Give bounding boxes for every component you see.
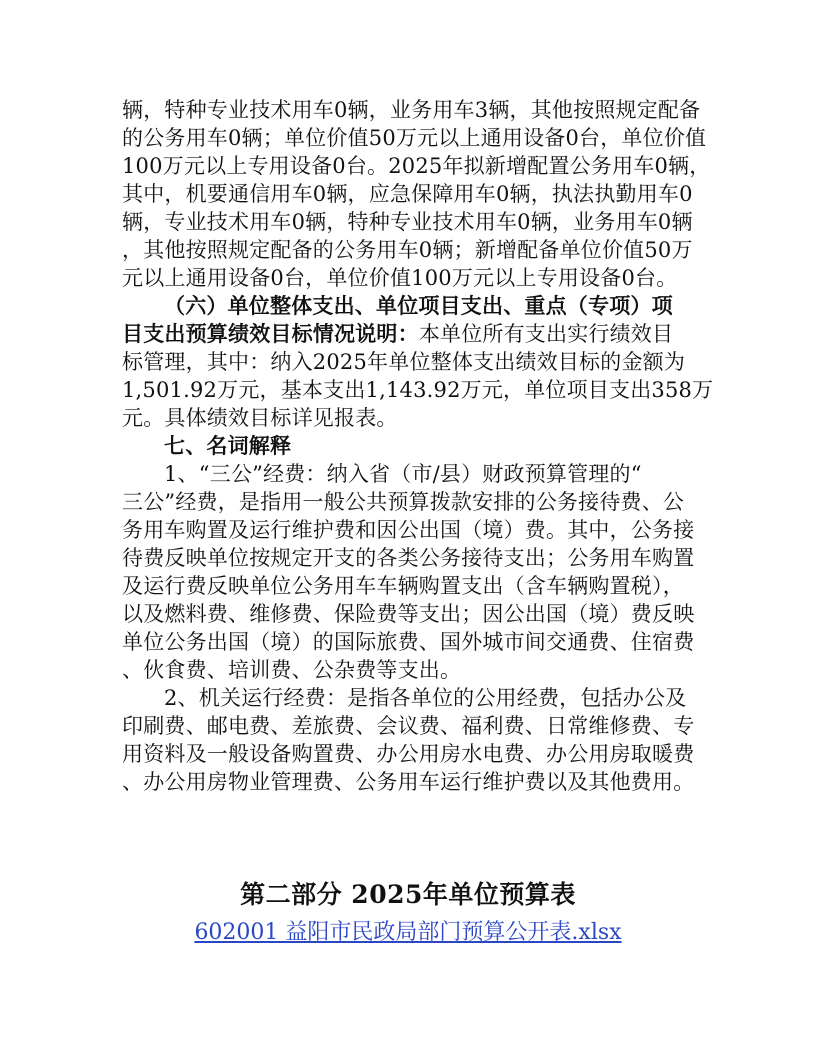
section-6-text: 本单位所有支出实行绩效目 — [418, 322, 674, 346]
budget-table-file-link[interactable]: 602001 益阳市民政局部门预算公开表.xlsx — [194, 920, 622, 945]
term-1-line: 待费反映单位按规定开支的各类公务接待支出；公务用车购置 — [122, 546, 695, 570]
section-6-heading: （六）单位整体支出、单位项目支出、重点（专项）项 — [164, 293, 673, 318]
section-6-line — [122, 320, 702, 348]
term-2-line: 用资料及一般设备购置费、办公用房水电费、办公用房取暖费 — [122, 742, 695, 766]
term-1-line: 务用车购置及运行维护费和因公出国（境）费。其中，公务接 — [122, 518, 695, 542]
paragraph-line: 其中，机要通信用车0辆，应急保障用车0辆，执法执勤用车0 — [122, 182, 693, 206]
paragraph-line: 辆，专业技术用车0辆，特种专业技术用车0辆，业务用车0辆 — [122, 210, 693, 234]
term-1-line: 三公”经费，是指用一般公共预算拨款安排的公务接待费、公 — [122, 490, 685, 514]
term-1-line: 1、“三公”经费：纳入省（市/县）财政预算管理的“ — [164, 462, 642, 486]
part-2-title: 第二部分 2025年单位预算表 — [240, 880, 576, 909]
term-1-line: 单位公务出国（境）的国际旅费、国外城市间交通费、住宿费 — [122, 630, 695, 654]
term-1-line: 及运行费反映单位公务用车车辆购置支出（含车辆购置税）， — [122, 574, 684, 598]
section-7-heading: 七、名词解释 — [164, 433, 292, 458]
term-2-line: 印刷费、邮电费、差旅费、会议费、福利费、日常维修费、专 — [122, 714, 695, 738]
term-1-line: 、伙食费、培训费、公杂费等支出。 — [122, 658, 462, 682]
paragraph-line: 辆，特种专业技术用车0辆，业务用车3辆，其他按照规定配备 — [122, 98, 701, 122]
term-2-line: 2、机关运行经费：是指各单位的公用经费，包括办公及 — [164, 686, 687, 710]
paragraph-line: ，其他按照规定配备的公务用车0辆；新增配备单位价值50万 — [122, 238, 693, 262]
paragraph-line: 元以上通用设备0台，单位价值100万元以上专用设备0台。 — [122, 266, 678, 290]
section-6-line: 元。具体绩效目标详见报表。 — [122, 406, 398, 430]
section-6-line: 标管理，其中：纳入2025年单位整体支出绩效目标的金额为 — [122, 350, 686, 374]
term-2-line: 、办公用房物业管理费、公务用车运行维护费以及其他费用。 — [122, 770, 695, 794]
term-1-line: 以及燃料费、维修费、保险费等支出；因公出国（境）费反映 — [122, 602, 695, 626]
section-6-heading-continued: 目支出预算绩效目标情况说明： — [122, 321, 419, 346]
paragraph-line: 100万元以上专用设备0台。2025年拟新增配置公务用车0辆， — [122, 154, 711, 178]
section-6-line: 1,501.92万元，基本支出1,143.92万元，单位项目支出358万 — [122, 378, 714, 402]
paragraph-line: 的公务用车0辆；单位价值50万元以上通用设备0台，单位价值 — [122, 126, 707, 150]
